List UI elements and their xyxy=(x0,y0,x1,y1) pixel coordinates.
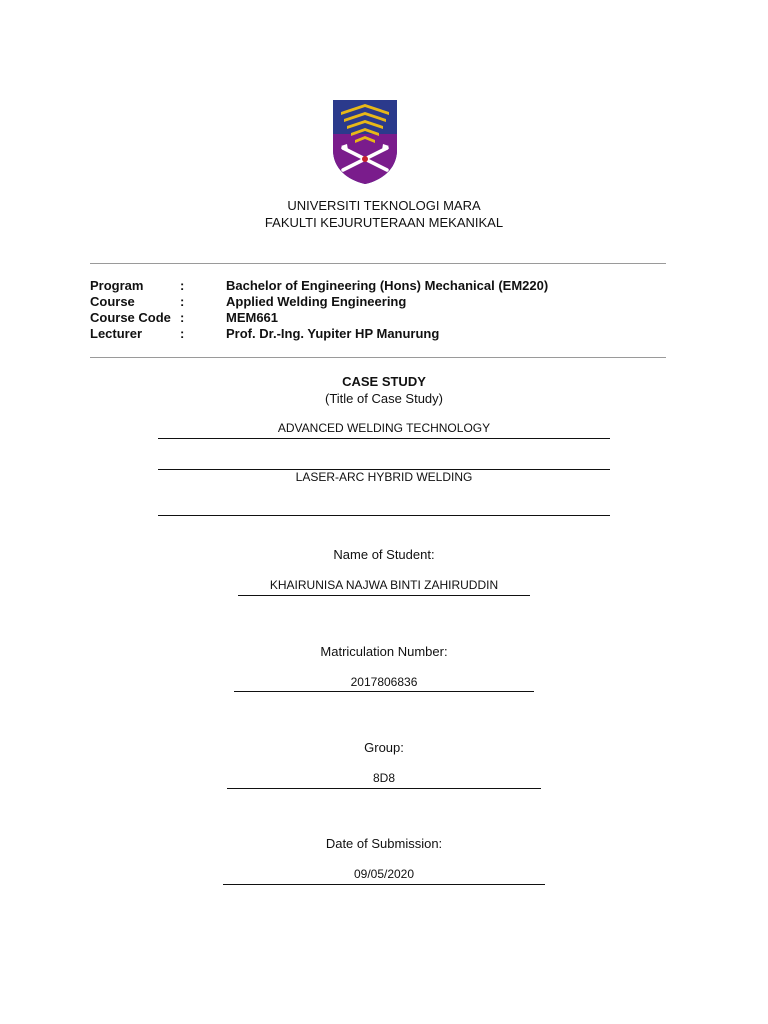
program-value: Bachelor of Engineering (Hons) Mechanical (EM220) xyxy=(226,278,549,293)
title-line1-underline xyxy=(158,438,610,439)
faculty-name: FAKULTI KEJURUTERAAN MEKANIKAL xyxy=(264,215,504,230)
case-study-subheading: (Title of Case Study) xyxy=(324,391,443,406)
program-label: Program xyxy=(90,278,144,293)
lecturer-colon: : xyxy=(180,326,185,341)
student-name-value: KHAIRUNISA NAJWA BINTI ZAHIRUDDIN xyxy=(269,578,499,592)
university-logo xyxy=(331,100,399,184)
submission-date-label: Date of Submission: xyxy=(325,836,443,851)
course-code-value: MEM661 xyxy=(226,310,279,325)
program-colon: : xyxy=(180,278,185,293)
group-label: Group: xyxy=(364,740,404,755)
course-code-label: Course Code xyxy=(90,310,171,325)
group-underline xyxy=(227,788,541,789)
case-study-title-line1: ADVANCED WELDING TECHNOLOGY xyxy=(277,421,491,435)
submission-date-value: 09/05/2020 xyxy=(353,867,415,881)
matric-label: Matriculation Number: xyxy=(320,644,448,659)
student-name-underline xyxy=(238,595,530,596)
uitm-crest-icon xyxy=(331,100,399,184)
case-study-heading: CASE STUDY xyxy=(342,374,426,389)
matric-value: 2017806836 xyxy=(350,675,418,689)
lecturer-value: Prof. Dr.-Ing. Yupiter HP Manurung xyxy=(226,326,440,341)
course-code-colon: : xyxy=(180,310,185,325)
student-name-label: Name of Student: xyxy=(333,547,435,562)
submission-date-underline xyxy=(223,884,545,885)
course-value: Applied Welding Engineering xyxy=(226,294,407,309)
title-line2-underline xyxy=(158,515,610,516)
university-name: UNIVERSITI TEKNOLOGI MARA xyxy=(287,198,481,213)
top-divider xyxy=(90,263,666,264)
lecturer-label: Lecturer xyxy=(90,326,143,341)
matric-underline xyxy=(234,691,534,692)
group-value: 8D8 xyxy=(372,771,395,785)
course-colon: : xyxy=(180,294,185,309)
bottom-divider xyxy=(90,357,666,358)
course-label: Course xyxy=(90,294,135,309)
case-study-title-line2: LASER-ARC HYBRID WELDING xyxy=(295,470,473,484)
